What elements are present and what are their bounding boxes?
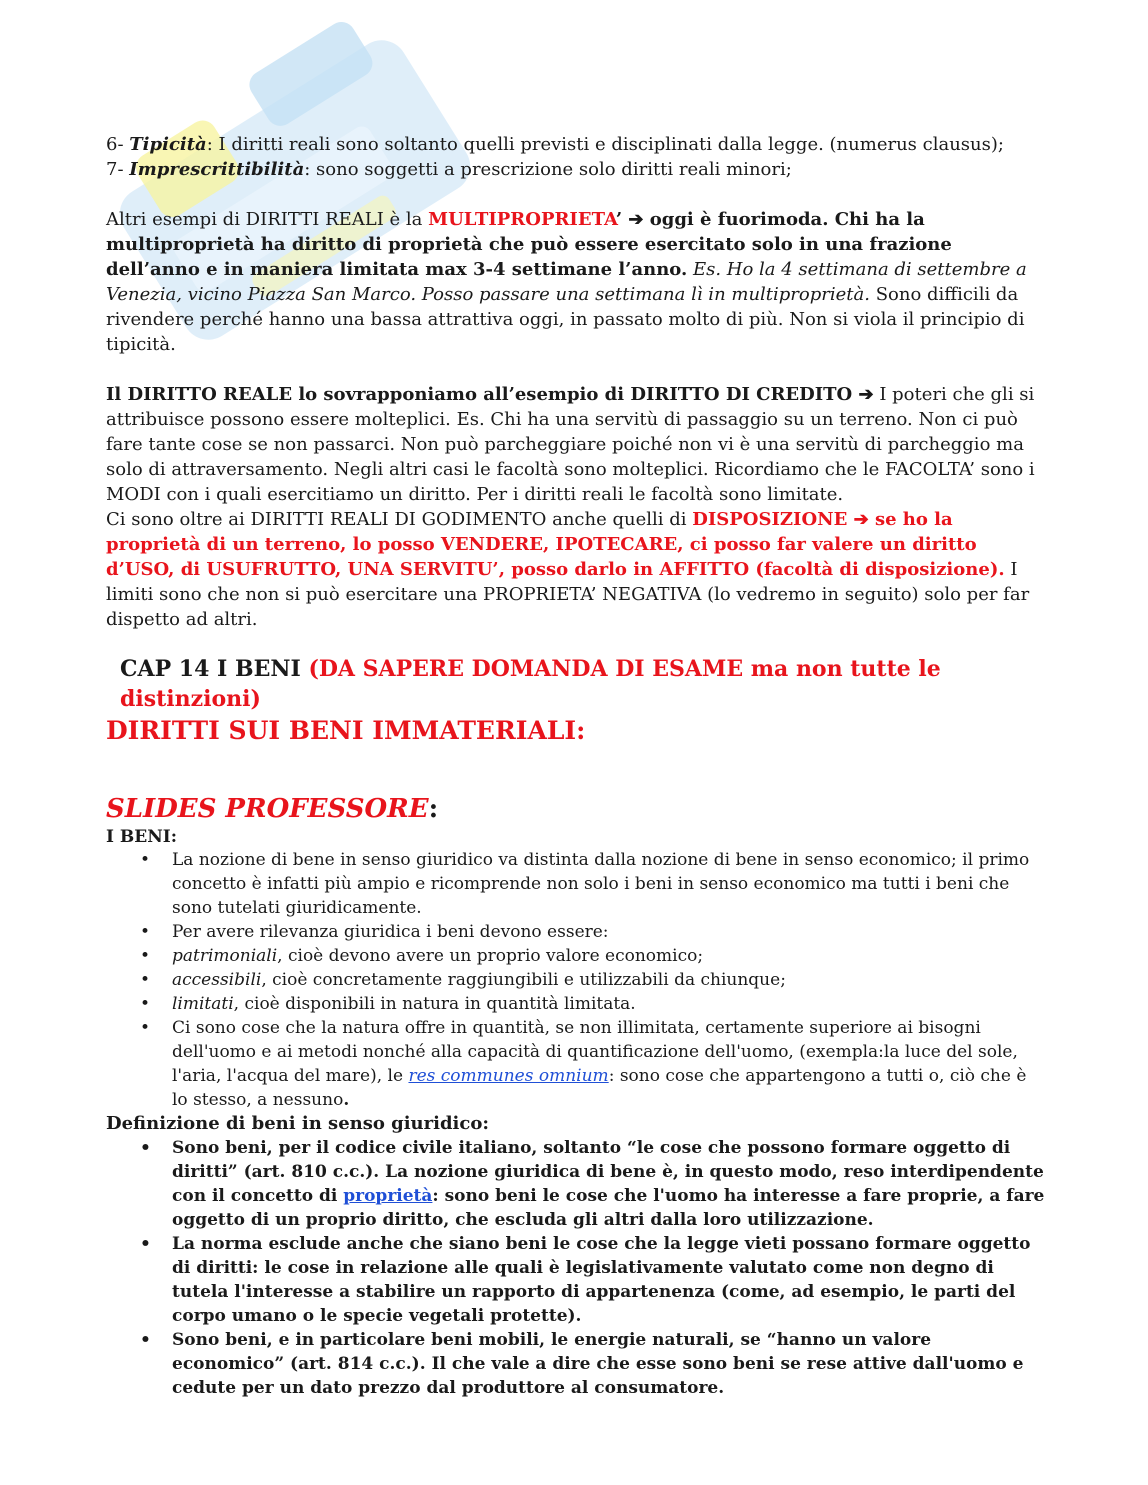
link-res-communes-omnium[interactable]: res communes omnium — [408, 1066, 609, 1086]
list-item: • Sono beni, per il codice civile italiano, soltanto “le cose che possono formare oggetto di diritti” (art. 810 c.c.). La nozione giuridica di bene è, in questo modo, reso interdipendente con il concetto di proprietà: sono beni le cose che l'uomo ha interesse a fare proprie, a fare oggetto di un proprio diritto, che escluda gli altri dalla loro utilizzazione. — [140, 1138, 1045, 1230]
heading-definizione-beni: Definizione di beni in senso giuridico: — [106, 1113, 490, 1134]
definizione-bullet-list — [106, 1136, 1046, 1400]
list-item: • La norma esclude anche che siano beni le cose che la legge vieti possano formare oggetto di diritti: le cose in relazione alle quali è legislativamente valutato come non degno di tutela l'interesse a stabilire un rapporto di appartenenza (come, ad esempio, le parti del corpo umano o le specie vegetali protette). — [140, 1234, 1031, 1326]
heading-diritti-beni-immateriali: DIRITTI SUI BENI IMMATERIALI: — [106, 716, 586, 745]
document-page — [106, 132, 1046, 1400]
chapter-heading: CAP 14 I BENI (DA SAPERE DOMANDA DI ESAME ma non tutte le distinzioni) — [120, 656, 941, 712]
bullet-icon: • — [140, 970, 151, 990]
bullet-icon: • — [140, 922, 151, 942]
list-item: • patrimoniali, cioè devono avere un proprio valore economico; — [140, 946, 704, 966]
link-proprieta[interactable]: proprietà — [343, 1186, 433, 1206]
list-item: • Per avere rilevanza giuridica i beni devono essere: — [140, 922, 609, 942]
bullet-icon: • — [140, 1330, 151, 1350]
paragraph-diritto-credito: Il DIRITTO REALE lo sovrapponiamo all’esempio di DIRITTO DI CREDITO ➔ I poteri che gli si attribuisce possono essere molteplici. Es. Chi ha una servitù di passaggio su un terreno. Non ci può fare tante cose se non passarci. Non può parcheggiare poiché non vi è una servitù di parcheggio ma solo di attraversamento. Negli altri casi le facoltà sono molteplici. Ricordiamo che le FACOLTA’ sono i MODI con i quali esercitiamo un diritto. Per i diritti reali le facoltà sono limitate. — [106, 384, 1035, 505]
list-item: • Ci sono cose che la natura offre in quantità, se non illimitata, certamente superiore ai bisogni dell'uomo e ai metodi nonché alla capacità di quantificazione dell'uomo, (exempla:la luce del sole, l'aria, l'acqua del mare), le res communes omnium: sono cose che appartengono a tutti o, ciò che è lo stesso, a nessuno. — [140, 1018, 1027, 1110]
arrow-icon: ➔ — [858, 384, 874, 405]
list-item: • La nozione di bene in senso giuridico va distinta dalla nozione di bene in senso economico; il primo concetto è infatti più ampio e ricomprende non solo i beni in senso economico ma tutti i beni che sono tutelati giuridicamente. — [140, 850, 1030, 918]
list-item: • accessibili, cioè concretamente raggiungibili e utilizzabili da chiunque; — [140, 970, 786, 990]
bullet-icon: • — [140, 994, 151, 1014]
beni-bullet-list — [106, 848, 1046, 1112]
bullet-icon: • — [140, 1018, 151, 1038]
bullet-icon: • — [140, 1138, 151, 1158]
list-item: • limitati, cioè disponibili in natura in quantità limitata. — [140, 994, 636, 1014]
bullet-icon: • — [140, 1234, 151, 1254]
bullet-icon: • — [140, 850, 151, 870]
list-item: • Sono beni, e in particolare beni mobili, le energie naturali, se “hanno un valore economico” (art. 814 c.c.). Il che vale a dire che esse sono beni se rese attive dall'uomo e cedute per un dato prezzo dal produttore al consumatore. — [140, 1330, 1024, 1398]
bullet-icon: • — [140, 946, 151, 966]
paragraph-multiproprieta: Altri esempi di DIRITTI REALI è la MULTIPROPRIETA’ ➔ oggi è fuorimoda. Chi ha la multiproprietà ha diritto di proprietà che può essere esercitato solo in una frazione dell’anno e in maniera limitata max 3-4 settimane l’anno. Es. Ho la 4 settimana di settembre a Venezia, vicino Piazza San Marco. Posso passare una settimana lì in multiproprietà. Sono difficili da rivendere perché hanno una bassa attrattiva oggi, in passato molto di più. Non si viola il principio di tipicità. — [106, 209, 1027, 355]
arrow-icon: ➔ — [628, 209, 644, 230]
item-imprescrittibilita: 7- Imprescrittibilità: sono soggetti a prescrizione solo diritti reali minori; — [106, 159, 792, 180]
heading-i-beni: I BENI: — [106, 827, 177, 847]
heading-slides-professore: SLIDES PROFESSORE: — [106, 794, 439, 824]
item-tipicita: 6- Tipicità: I diritti reali sono soltanto quelli previsti e disciplinati dalla legge. (numerus clausus); — [106, 134, 1004, 155]
arrow-icon: ➔ — [853, 509, 869, 530]
paragraph-disposizione: Ci sono oltre ai DIRITTI REALI DI GODIMENTO anche quelli di DISPOSIZIONE ➔ se ho la proprietà di un terreno, lo posso VENDERE, IPOTECARE, ci posso far valere un diritto d’USO, di USUFRUTTO, UNA SERVITU’, posso darlo in AFFITTO (facoltà di disposizione). I limiti sono che non si può esercitare una PROPRIETA’ NEGATIVA (lo vedremo in seguito) solo per far dispetto ad altri. — [106, 509, 1030, 630]
